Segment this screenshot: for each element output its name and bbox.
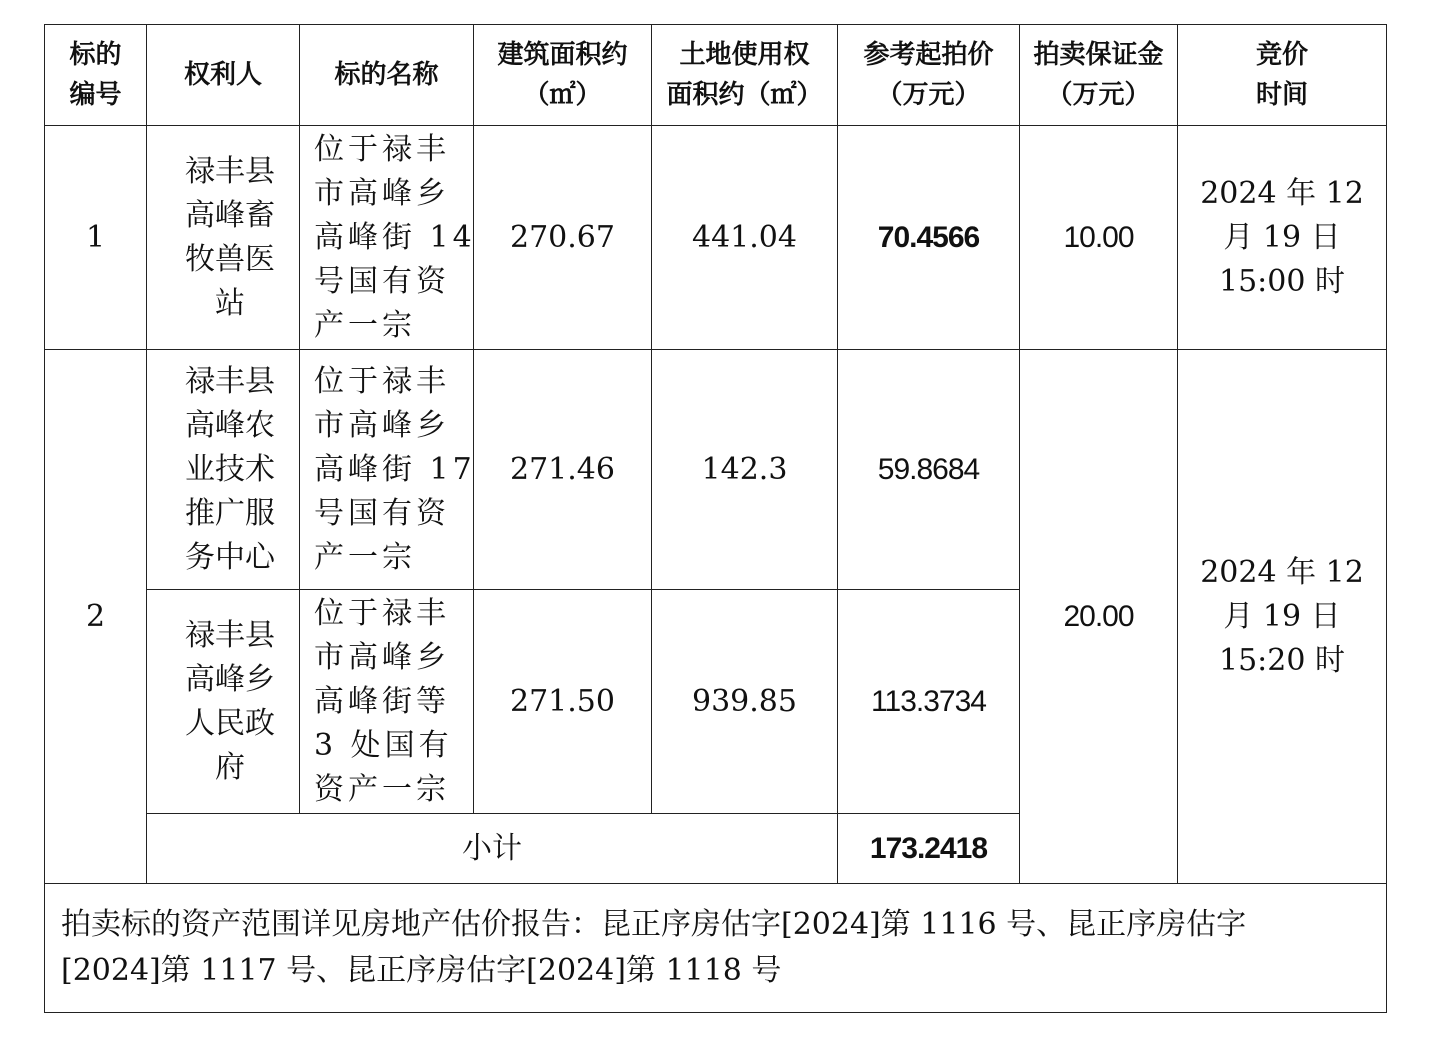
asset-cell: 位于禄丰 市高峰乡 高峰街 17 号国有资 产一宗 <box>300 350 474 590</box>
subtotal-label: 小计 <box>147 814 838 884</box>
asset-cell: 位于禄丰 市高峰乡 高峰街等 3 处国有 资产一宗 <box>300 590 474 814</box>
header-asset-name: 标的名称 <box>300 25 474 126</box>
header-building-area: 建筑面积约 （㎡） <box>474 25 652 126</box>
lot-number: 2 <box>45 350 147 884</box>
deposit-cell: 10.00 <box>1020 126 1178 350</box>
subtotal-value: 173.2418 <box>838 814 1020 884</box>
owner-cell: 禄丰县 高峰乡 人民政 府 <box>147 590 300 814</box>
owner-cell: 禄丰县 高峰畜 牧兽医 站 <box>147 126 300 350</box>
owner-cell: 禄丰县 高峰农 业技术 推广服 务中心 <box>147 350 300 590</box>
auction-time-cell: 2024 年 12 月 19 日 15:20 时 <box>1178 350 1387 884</box>
header-lot-no: 标的 编号 <box>45 25 147 126</box>
lot-number: 1 <box>45 126 147 350</box>
header-auction-time: 竞价 时间 <box>1178 25 1387 126</box>
auction-time-cell: 2024 年 12 月 19 日 15:00 时 <box>1178 126 1387 350</box>
table-row <box>45 350 1387 590</box>
land-area-cell: 142.3 <box>652 350 838 590</box>
header-deposit: 拍卖保证金 （万元） <box>1020 25 1178 126</box>
header-owner: 权利人 <box>147 25 300 126</box>
header-ref-price: 参考起拍价 （万元） <box>838 25 1020 126</box>
note-cell: 拍卖标的资产范围详见房地产估价报告：昆正序房估字[2024]第 1116 号、昆正序房估字 [2024]第 1117 号、昆正序房估字[2024]第 1118 号 <box>45 884 1387 1013</box>
asset-cell: 位于禄丰 市高峰乡 高峰街 14 号国有资 产一宗 <box>300 126 474 350</box>
table-row <box>45 126 1387 350</box>
land-area-cell: 939.85 <box>652 590 838 814</box>
ref-price-cell: 113.3734 <box>838 590 1020 814</box>
building-area-cell: 270.67 <box>474 126 652 350</box>
auction-lots-table <box>44 24 1387 1013</box>
note-row <box>45 884 1387 1013</box>
deposit-cell: 20.00 <box>1020 350 1178 884</box>
header-row <box>45 25 1387 126</box>
land-area-cell: 441.04 <box>652 126 838 350</box>
building-area-cell: 271.46 <box>474 350 652 590</box>
ref-price-cell: 70.4566 <box>838 126 1020 350</box>
building-area-cell: 271.50 <box>474 590 652 814</box>
auction-document <box>44 24 1386 1013</box>
ref-price-cell: 59.8684 <box>838 350 1020 590</box>
header-land-area: 土地使用权 面积约（㎡） <box>652 25 838 126</box>
